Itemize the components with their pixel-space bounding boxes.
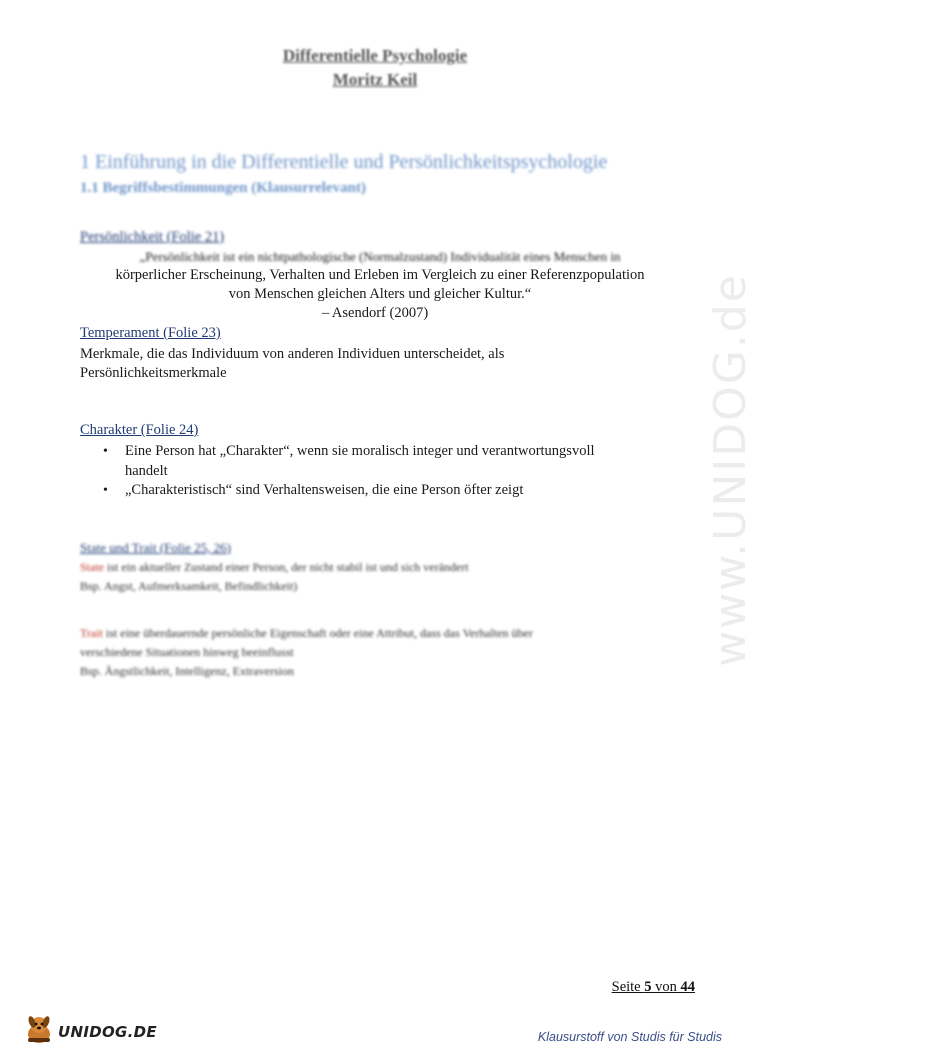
trait-text: ist eine überdauernde persönliche Eigenschaft oder eine Attribut, dass das Verhalten über [102,626,533,640]
page-number [612,979,695,996]
page-prefix: Seite [611,979,645,995]
character-bullet-2: • „Charakteristisch“ sind Verhaltensweisen, die eine Person öfter zeigt [100,481,680,501]
character-bullet-1-line-1: Eine Person hat „Charakter“, wenn sie moralisch integer und verantwortungsvoll [125,443,595,459]
watermark: www.UNIDOG.de [704,273,756,667]
dog-icon [22,1012,56,1051]
page-current: 5 [644,979,652,995]
document-author: Moritz Keil [332,70,418,89]
trait-text-continued: verschiedene Situationen hinweg beeinflusst [80,645,294,659]
logo-text: UNIDOG.DE [58,1022,157,1041]
character-bullet-1-line-2: handelt [125,462,168,479]
temperament-text-line-2: Persönlichkeitsmerkmale [80,365,227,381]
personality-quote-line-3: von Menschen gleichen Alters und gleicher Kultur.“ [228,286,532,302]
trait-label: Trait [80,626,103,640]
document-title: Differentielle Psychologie [282,46,468,65]
chapter-subheading: 1.1 Begriffsbestimmungen (Klausurrelevant) [80,180,366,196]
state-trait-section-title: State und Trait (Folie 25, 26) [80,540,231,555]
trait-example: Bsp. Ängstlichkeit, Intelligenz, Extraversion [80,664,294,678]
character-bullet-list [100,442,680,501]
state-definition [80,558,469,577]
state-label: State [80,560,104,574]
page-total: 44 [680,979,695,995]
character-section-title: Charakter (Folie 24) [80,422,199,438]
footer-tagline: Klausurstoff von Studis für Studis [537,1030,722,1044]
chapter-heading: 1 Einführung in die Differentielle und Persönlichkeitspsychologie [80,151,608,173]
state-example: Bsp. Angst, Aufmerksamkeit, Befindlichkeit) [80,579,298,593]
character-bullet-1 [100,442,680,481]
trait-definition [80,624,533,643]
temperament-text-line-1: Merkmale, die das Individuum von anderen Individuen unterscheidet, als [80,346,505,362]
personality-quote-source: – Asendorf (2007) [321,305,429,321]
state-text: ist ein aktueller Zustand einer Person, der nicht stabil ist und sich verändert [104,560,469,574]
temperament-section-title: Temperament (Folie 23) [80,325,221,341]
unidog-logo[interactable] [22,1012,157,1051]
personality-section-title: Persönlichkeit (Folie 21) [80,229,225,245]
personality-quote-line-1: „Persönlichkeit ist ein nichtpathologische (Normalzustand) Individualität eines Menschen in [139,249,621,264]
page-mid: von [651,979,681,995]
personality-quote-line-2: körperlicher Erscheinung, Verhalten und Erleben im Vergleich zu einer Referenzpopulation [115,267,645,283]
